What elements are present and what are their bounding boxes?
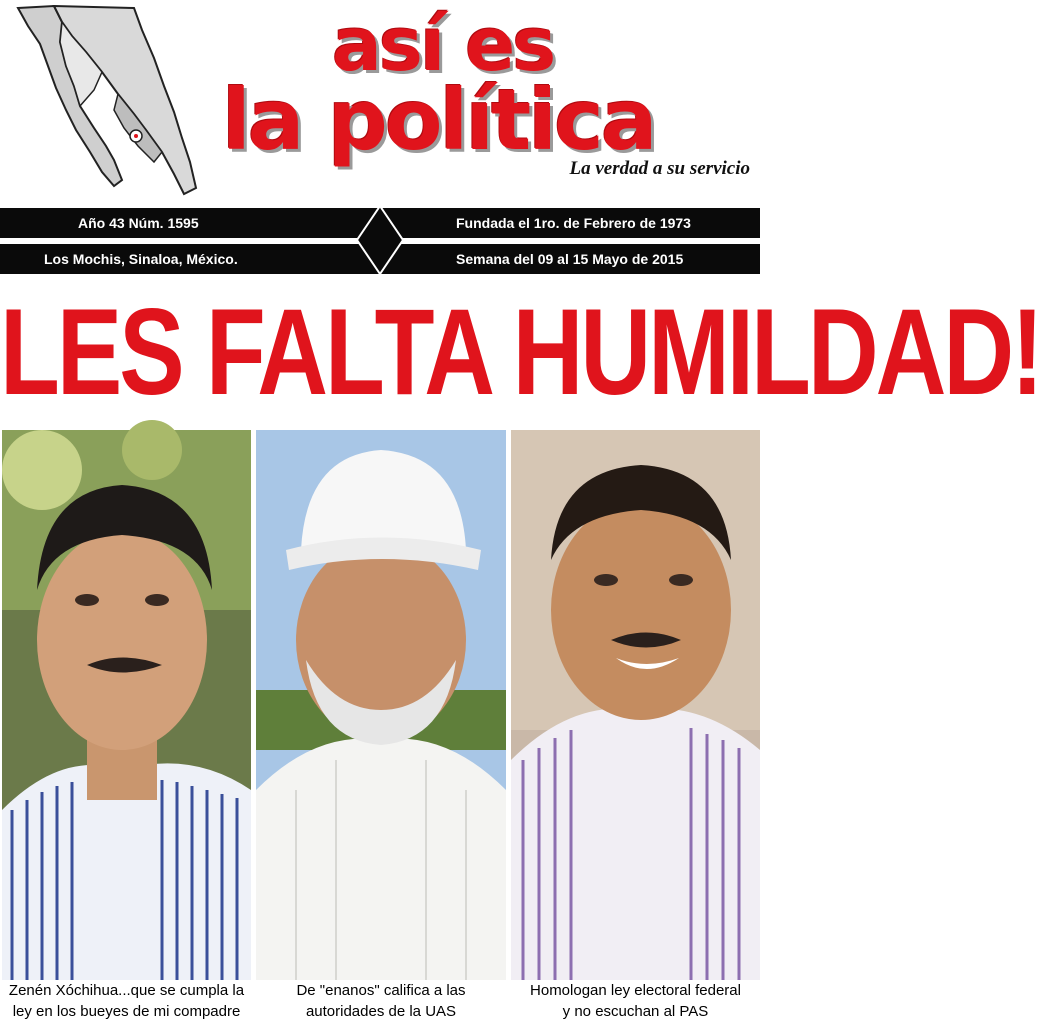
northwest-mexico-map-icon <box>14 2 199 202</box>
founded-date: Fundada el 1ro. de Febrero de 1973 <box>456 215 691 231</box>
photo-man-white-cap <box>256 430 506 980</box>
caption-story-3-line-1: Homologan ley electoral federal <box>530 982 741 999</box>
masthead-title-line-1: así es <box>332 2 554 88</box>
caption-story-1[interactable] <box>2 980 251 1024</box>
location: Los Mochis, Sinaloa, México. <box>44 251 238 267</box>
issue-number: Año 43 Núm. 1595 <box>78 215 199 231</box>
caption-story-1-line-1: Zenén Xóchihua...que se cumpla la <box>8 982 245 999</box>
photo-zenen-xochihua <box>2 430 251 980</box>
masthead <box>0 0 760 205</box>
caption-story-1-line-2: ley en los bueyes de mi compadre <box>12 1003 241 1020</box>
caption-story-2[interactable] <box>256 980 506 1024</box>
main-headline: LES FALTA HUMILDAD! <box>0 282 1041 420</box>
issue-week: Semana del 09 al 15 Mayo de 2015 <box>456 251 684 267</box>
band-diamond-ornament <box>355 204 405 276</box>
photo-man-smiling <box>511 430 760 980</box>
caption-story-2-line-1: De "enanos" califica a las <box>296 982 466 999</box>
masthead-title-line-2: la política <box>222 71 655 169</box>
caption-story-3[interactable] <box>511 980 760 1024</box>
caption-story-3-line-2: y no escuchan al PAS <box>562 1003 709 1020</box>
masthead-tagline: La verdad a su servicio <box>569 158 750 179</box>
caption-story-2-line-2: autoridades de la UAS <box>305 1003 457 1020</box>
